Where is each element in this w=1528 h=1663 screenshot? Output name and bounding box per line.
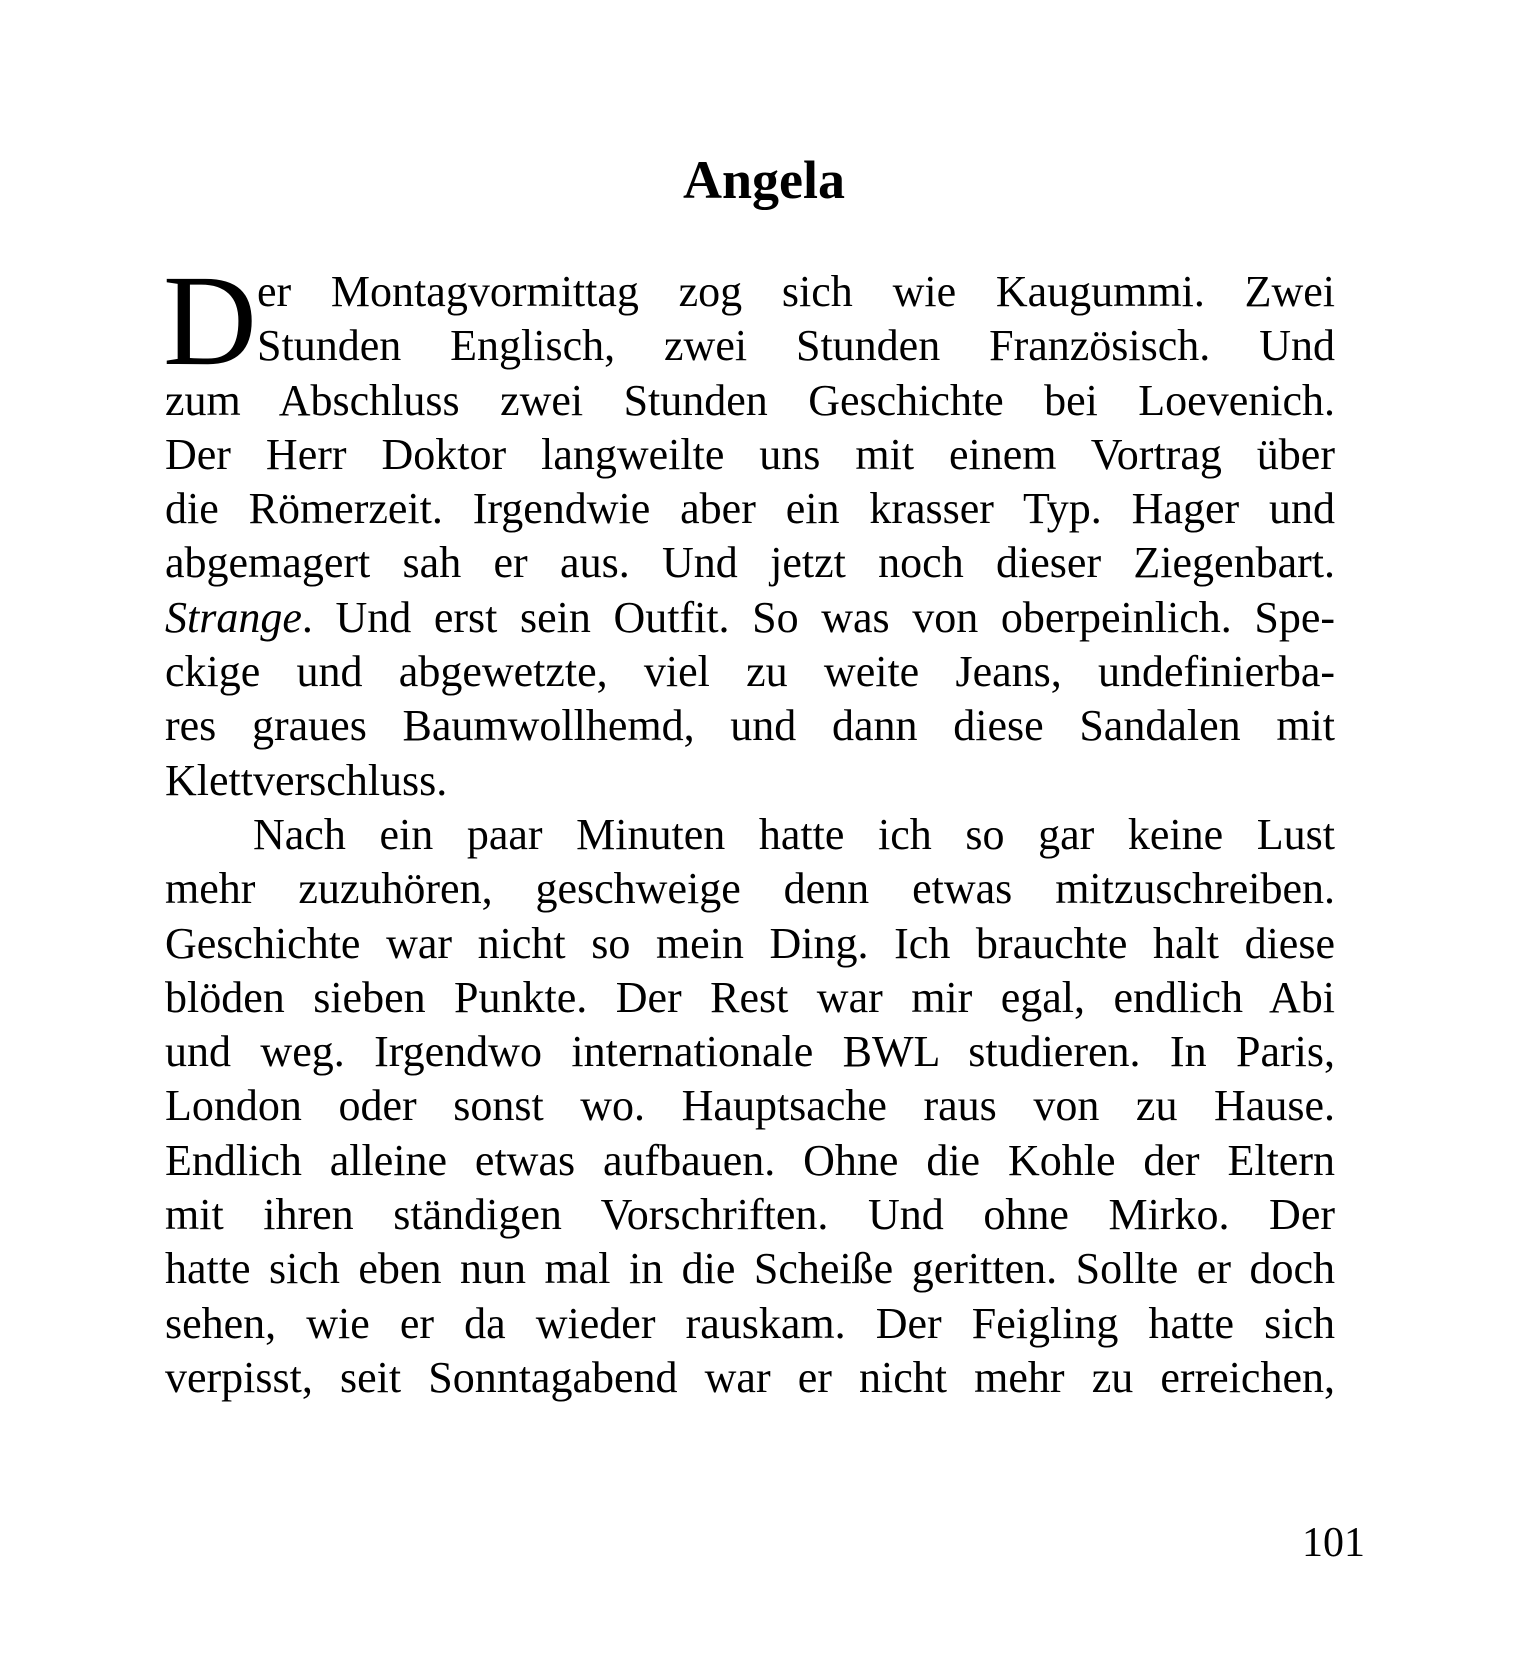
text-line: Geschichte war nicht so mein Ding. Ich brauchte halt diese (165, 918, 1335, 968)
text-line: Der Herr Doktor langweilte uns mit einem Vortrag über (165, 429, 1335, 479)
text-line: zum Abschluss zwei Stunden Geschichte bei Loevenich. (165, 375, 1335, 425)
text-line: res graues Baumwollhemd, und dann diese Sandalen mit (165, 701, 1335, 751)
text-line: abgemagert sah er aus. Und jetzt noch dieser Ziegenbart. (165, 538, 1335, 588)
text-line: mit ihren ständigen Vorschriften. Und ohne Mirko. Der (165, 1190, 1335, 1240)
drop-cap: D (163, 249, 257, 393)
text-line: hatte sich eben nun mal in die Scheiße geritten. Sollte er doch (165, 1244, 1335, 1294)
text-line (165, 591, 1335, 645)
text-line: sehen, wie er da wieder rauskam. Der Feigling hatte sich (165, 1298, 1335, 1348)
body-text (163, 249, 1335, 1405)
text-line: ckige und abgewetzte, viel zu weite Jeans, undefinierba- (165, 647, 1335, 697)
text-line: verpisst, seit Sonntagabend war er nicht mehr zu erreichen, (165, 1352, 1335, 1402)
chapter-title: Angela (683, 150, 845, 210)
text-line: die Römerzeit. Irgendwie aber ein krasser Typ. Hager und (165, 484, 1335, 534)
text-line: mehr zuzuhören, geschweige denn etwas mitzuschreiben. (165, 864, 1335, 914)
text-line: er Montagvormittag zog sich wie Kaugummi. Zwei (257, 267, 1335, 316)
page-number: 101 (1302, 1520, 1365, 1566)
text-line-rest: . Und erst sein Outfit. So was von oberpeinlich. Spe- (301, 592, 1335, 642)
text-line: blöden sieben Punkte. Der Rest war mir egal, endlich Abi (165, 972, 1335, 1022)
text-line: Endlich alleine etwas aufbauen. Ohne die Kohle der Eltern (165, 1135, 1335, 1185)
text-line: Klettverschluss. (165, 755, 448, 805)
text-line: Nach ein paar Minuten hatte ich so gar keine Lust (253, 809, 1335, 859)
italic-word: Strange (165, 592, 302, 642)
text-line: London oder sonst wo. Hauptsache raus von zu Hause. (165, 1081, 1335, 1131)
text-line: Stunden Englisch, zwei Stunden Französisch. Und (257, 321, 1335, 371)
text-line: und weg. Irgendwo internationale BWL studieren. In Paris, (165, 1027, 1335, 1077)
